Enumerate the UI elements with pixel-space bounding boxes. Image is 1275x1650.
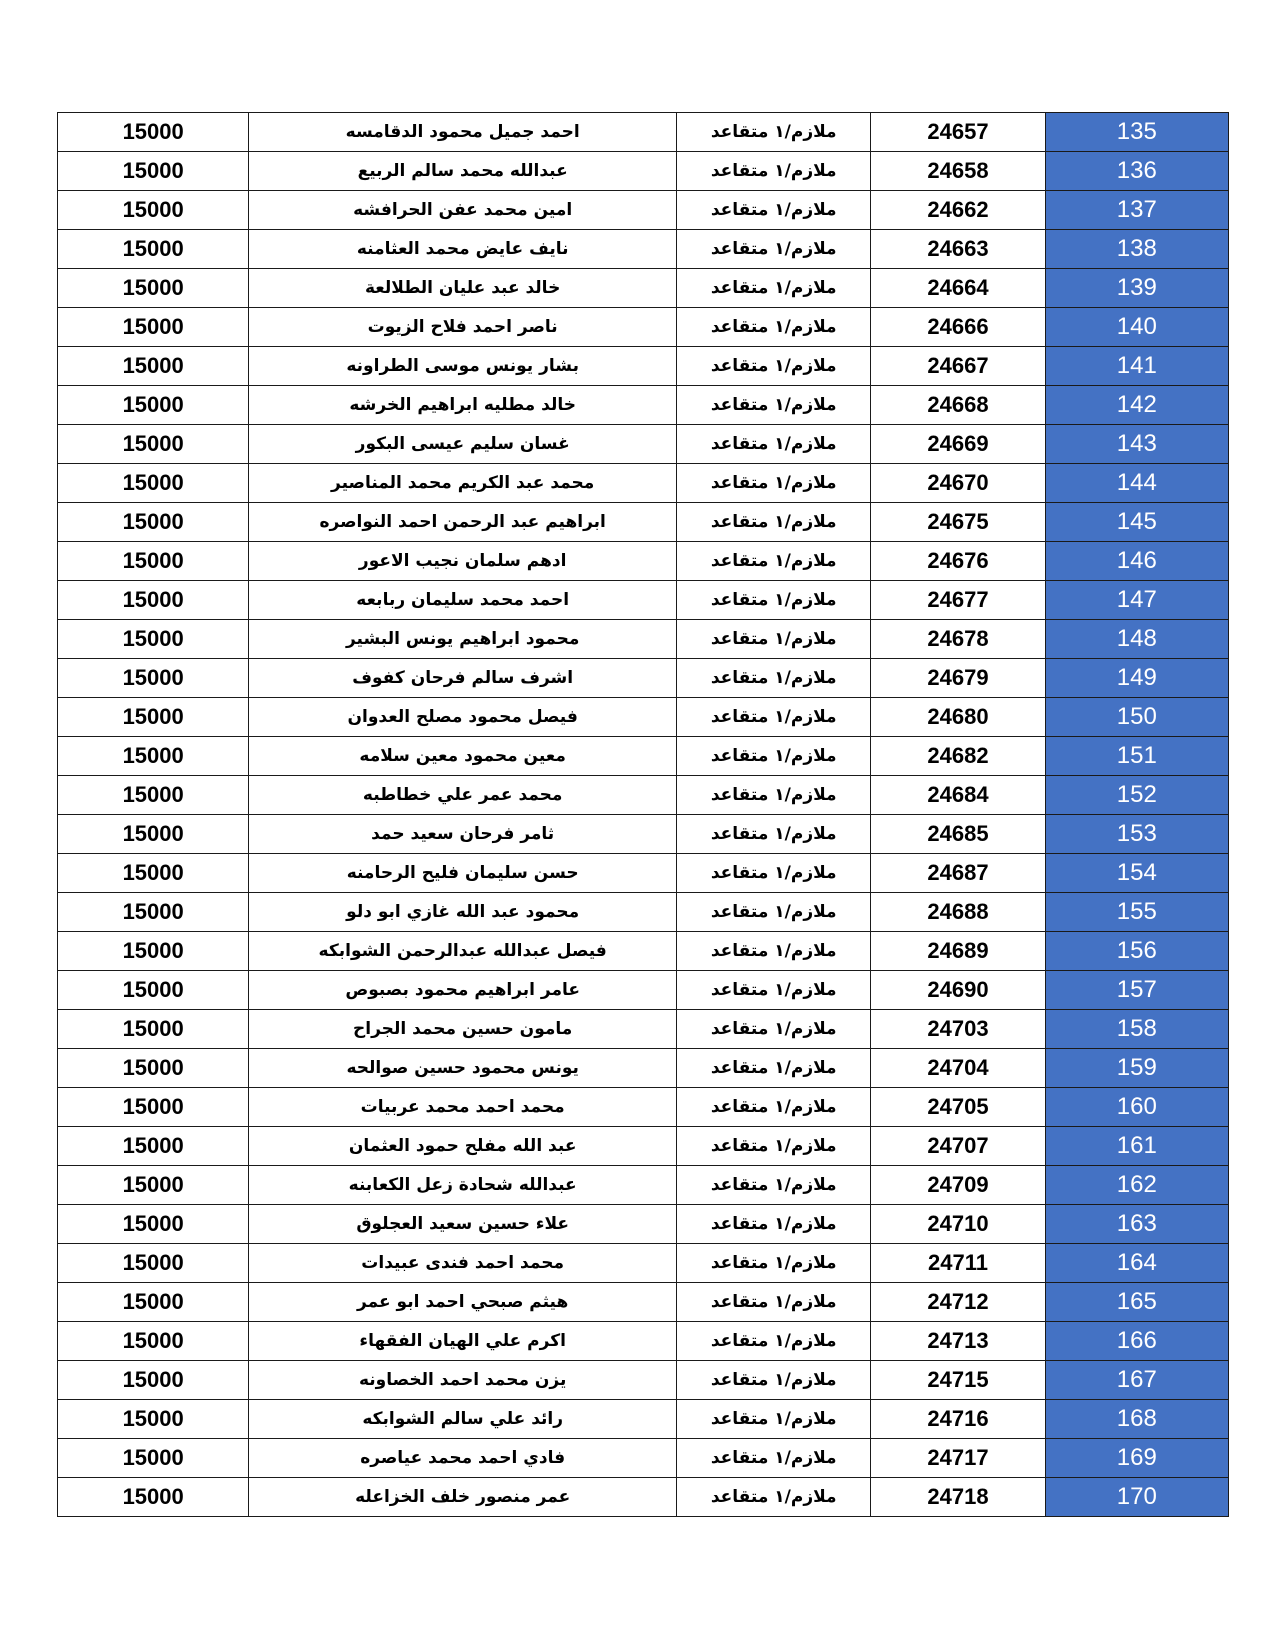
rank-cell: ملازم/١ متقاعد	[677, 1010, 871, 1049]
amount-cell: 15000	[58, 1127, 249, 1166]
name-cell: ادهم سلمان نجيب الاعور	[249, 542, 677, 581]
name-cell: مامون حسين محمد الجراح	[249, 1010, 677, 1049]
amount-cell: 15000	[58, 152, 249, 191]
rank-cell: ملازم/١ متقاعد	[677, 737, 871, 776]
amount-cell: 15000	[58, 347, 249, 386]
amount-cell: 15000	[58, 113, 249, 152]
name-cell: محمد عبد الكريم محمد المناصير	[249, 464, 677, 503]
name-cell: يونس محمود حسين صوالحه	[249, 1049, 677, 1088]
table-row	[58, 659, 1229, 698]
amount-cell: 15000	[58, 620, 249, 659]
table-row	[58, 1205, 1229, 1244]
name-cell: اشرف سالم فرحان كفوف	[249, 659, 677, 698]
name-cell: احمد محمد سليمان ربابعه	[249, 581, 677, 620]
sequence-number-cell: 155	[1045, 893, 1228, 932]
rank-cell: ملازم/١ متقاعد	[677, 1049, 871, 1088]
name-cell: محمد احمد محمد عربيات	[249, 1088, 677, 1127]
sequence-number-cell: 165	[1045, 1283, 1228, 1322]
id-number-cell: 24684	[871, 776, 1045, 815]
sequence-number-cell: 136	[1045, 152, 1228, 191]
table-row	[58, 1400, 1229, 1439]
rank-cell: ملازم/١ متقاعد	[677, 893, 871, 932]
rank-cell: ملازم/١ متقاعد	[677, 1166, 871, 1205]
name-cell: فيصل عبدالله عبدالرحمن الشوابكه	[249, 932, 677, 971]
sequence-number-cell: 149	[1045, 659, 1228, 698]
id-number-cell: 24705	[871, 1088, 1045, 1127]
amount-cell: 15000	[58, 1361, 249, 1400]
name-cell: رائد علي سالم الشوابكه	[249, 1400, 677, 1439]
id-number-cell: 24685	[871, 815, 1045, 854]
table-row	[58, 386, 1229, 425]
sequence-number-cell: 141	[1045, 347, 1228, 386]
table-row	[58, 1244, 1229, 1283]
table-row	[58, 620, 1229, 659]
amount-cell: 15000	[58, 425, 249, 464]
table-row	[58, 1088, 1229, 1127]
amount-cell: 15000	[58, 1478, 249, 1517]
rank-cell: ملازم/١ متقاعد	[677, 308, 871, 347]
rank-cell: ملازم/١ متقاعد	[677, 464, 871, 503]
id-number-cell: 24667	[871, 347, 1045, 386]
sequence-number-cell: 169	[1045, 1439, 1228, 1478]
sequence-number-cell: 144	[1045, 464, 1228, 503]
name-cell: ابراهيم عبد الرحمن احمد النواصره	[249, 503, 677, 542]
amount-cell: 15000	[58, 1049, 249, 1088]
table-row	[58, 737, 1229, 776]
sequence-number-cell: 166	[1045, 1322, 1228, 1361]
rank-cell: ملازم/١ متقاعد	[677, 425, 871, 464]
rank-cell: ملازم/١ متقاعد	[677, 230, 871, 269]
amount-cell: 15000	[58, 230, 249, 269]
sequence-number-cell: 153	[1045, 815, 1228, 854]
name-cell: نايف عايض محمد العثامنه	[249, 230, 677, 269]
amount-cell: 15000	[58, 269, 249, 308]
amount-cell: 15000	[58, 191, 249, 230]
name-cell: بشار يونس موسى الطراونه	[249, 347, 677, 386]
id-number-cell: 24713	[871, 1322, 1045, 1361]
table-row	[58, 308, 1229, 347]
rank-cell: ملازم/١ متقاعد	[677, 542, 871, 581]
amount-cell: 15000	[58, 503, 249, 542]
amount-cell: 15000	[58, 893, 249, 932]
rank-cell: ملازم/١ متقاعد	[677, 347, 871, 386]
table-row	[58, 503, 1229, 542]
rank-cell: ملازم/١ متقاعد	[677, 1439, 871, 1478]
sequence-number-cell: 152	[1045, 776, 1228, 815]
rank-cell: ملازم/١ متقاعد	[677, 932, 871, 971]
amount-cell: 15000	[58, 971, 249, 1010]
id-number-cell: 24666	[871, 308, 1045, 347]
roster-table-body	[58, 113, 1229, 1517]
sequence-number-cell: 170	[1045, 1478, 1228, 1517]
sequence-number-cell: 142	[1045, 386, 1228, 425]
sequence-number-cell: 162	[1045, 1166, 1228, 1205]
id-number-cell: 24676	[871, 542, 1045, 581]
sequence-number-cell: 147	[1045, 581, 1228, 620]
roster-sheet	[57, 112, 1229, 1517]
id-number-cell: 24717	[871, 1439, 1045, 1478]
amount-cell: 15000	[58, 737, 249, 776]
sequence-number-cell: 137	[1045, 191, 1228, 230]
id-number-cell: 24687	[871, 854, 1045, 893]
id-number-cell: 24710	[871, 1205, 1045, 1244]
sequence-number-cell: 143	[1045, 425, 1228, 464]
table-row	[58, 932, 1229, 971]
sequence-number-cell: 161	[1045, 1127, 1228, 1166]
rank-cell: ملازم/١ متقاعد	[677, 854, 871, 893]
amount-cell: 15000	[58, 698, 249, 737]
table-row	[58, 1010, 1229, 1049]
id-number-cell: 24668	[871, 386, 1045, 425]
amount-cell: 15000	[58, 1439, 249, 1478]
name-cell: معين محمود معين سلامه	[249, 737, 677, 776]
name-cell: امين محمد عفن الحرافشه	[249, 191, 677, 230]
roster-table	[57, 112, 1229, 1517]
name-cell: عبد الله مفلح حمود العثمان	[249, 1127, 677, 1166]
amount-cell: 15000	[58, 542, 249, 581]
id-number-cell: 24690	[871, 971, 1045, 1010]
amount-cell: 15000	[58, 464, 249, 503]
amount-cell: 15000	[58, 1205, 249, 1244]
id-number-cell: 24704	[871, 1049, 1045, 1088]
name-cell: محمود عبد الله غازي ابو دلو	[249, 893, 677, 932]
sequence-number-cell: 138	[1045, 230, 1228, 269]
sequence-number-cell: 139	[1045, 269, 1228, 308]
rank-cell: ملازم/١ متقاعد	[677, 1088, 871, 1127]
table-row	[58, 893, 1229, 932]
id-number-cell: 24677	[871, 581, 1045, 620]
rank-cell: ملازم/١ متقاعد	[677, 113, 871, 152]
id-number-cell: 24703	[871, 1010, 1045, 1049]
name-cell: عبدالله شحادة زعل الكعابنه	[249, 1166, 677, 1205]
rank-cell: ملازم/١ متقاعد	[677, 269, 871, 308]
amount-cell: 15000	[58, 581, 249, 620]
sequence-number-cell: 148	[1045, 620, 1228, 659]
table-row	[58, 1127, 1229, 1166]
sequence-number-cell: 157	[1045, 971, 1228, 1010]
id-number-cell: 24662	[871, 191, 1045, 230]
sequence-number-cell: 163	[1045, 1205, 1228, 1244]
sequence-number-cell: 151	[1045, 737, 1228, 776]
name-cell: غسان سليم عيسى البكور	[249, 425, 677, 464]
id-number-cell: 24675	[871, 503, 1045, 542]
rank-cell: ملازم/١ متقاعد	[677, 152, 871, 191]
amount-cell: 15000	[58, 1244, 249, 1283]
amount-cell: 15000	[58, 1322, 249, 1361]
sequence-number-cell: 154	[1045, 854, 1228, 893]
id-number-cell: 24718	[871, 1478, 1045, 1517]
rank-cell: ملازم/١ متقاعد	[677, 191, 871, 230]
name-cell: خالد عبد عليان الطلالعة	[249, 269, 677, 308]
rank-cell: ملازم/١ متقاعد	[677, 1478, 871, 1517]
amount-cell: 15000	[58, 659, 249, 698]
id-number-cell: 24711	[871, 1244, 1045, 1283]
table-row	[58, 542, 1229, 581]
name-cell: علاء حسين سعيد العجلوق	[249, 1205, 677, 1244]
rank-cell: ملازم/١ متقاعد	[677, 815, 871, 854]
rank-cell: ملازم/١ متقاعد	[677, 1283, 871, 1322]
table-row	[58, 113, 1229, 152]
name-cell: ناصر احمد فلاح الزيوت	[249, 308, 677, 347]
rank-cell: ملازم/١ متقاعد	[677, 620, 871, 659]
amount-cell: 15000	[58, 854, 249, 893]
name-cell: عامر ابراهيم محمود بصبوص	[249, 971, 677, 1010]
name-cell: عمر منصور خلف الخزاعله	[249, 1478, 677, 1517]
table-row	[58, 1283, 1229, 1322]
rank-cell: ملازم/١ متقاعد	[677, 386, 871, 425]
id-number-cell: 24689	[871, 932, 1045, 971]
name-cell: محمد احمد فندى عبيدات	[249, 1244, 677, 1283]
amount-cell: 15000	[58, 308, 249, 347]
sequence-number-cell: 135	[1045, 113, 1228, 152]
id-number-cell: 24688	[871, 893, 1045, 932]
sequence-number-cell: 140	[1045, 308, 1228, 347]
sequence-number-cell: 145	[1045, 503, 1228, 542]
name-cell: يزن محمد احمد الخصاونه	[249, 1361, 677, 1400]
table-row	[58, 269, 1229, 308]
sequence-number-cell: 167	[1045, 1361, 1228, 1400]
id-number-cell: 24678	[871, 620, 1045, 659]
rank-cell: ملازم/١ متقاعد	[677, 1127, 871, 1166]
table-row	[58, 230, 1229, 269]
table-row	[58, 1361, 1229, 1400]
id-number-cell: 24712	[871, 1283, 1045, 1322]
name-cell: اكرم علي الهيان الفقهاء	[249, 1322, 677, 1361]
table-row	[58, 1439, 1229, 1478]
name-cell: محمد عمر علي خطاطبه	[249, 776, 677, 815]
id-number-cell: 24663	[871, 230, 1045, 269]
name-cell: خالد مطليه ابراهيم الخرشه	[249, 386, 677, 425]
amount-cell: 15000	[58, 1166, 249, 1205]
table-row	[58, 776, 1229, 815]
table-row	[58, 698, 1229, 737]
table-row	[58, 1478, 1229, 1517]
sequence-number-cell: 159	[1045, 1049, 1228, 1088]
name-cell: احمد جميل محمود الدقامسه	[249, 113, 677, 152]
rank-cell: ملازم/١ متقاعد	[677, 503, 871, 542]
table-row	[58, 815, 1229, 854]
id-number-cell: 24670	[871, 464, 1045, 503]
rank-cell: ملازم/١ متقاعد	[677, 1244, 871, 1283]
name-cell: فيصل محمود مصلح العدوان	[249, 698, 677, 737]
amount-cell: 15000	[58, 1283, 249, 1322]
amount-cell: 15000	[58, 1088, 249, 1127]
sequence-number-cell: 156	[1045, 932, 1228, 971]
table-row	[58, 464, 1229, 503]
rank-cell: ملازم/١ متقاعد	[677, 698, 871, 737]
id-number-cell: 24715	[871, 1361, 1045, 1400]
rank-cell: ملازم/١ متقاعد	[677, 1400, 871, 1439]
amount-cell: 15000	[58, 815, 249, 854]
table-row	[58, 347, 1229, 386]
id-number-cell: 24669	[871, 425, 1045, 464]
rank-cell: ملازم/١ متقاعد	[677, 1361, 871, 1400]
sequence-number-cell: 150	[1045, 698, 1228, 737]
id-number-cell: 24664	[871, 269, 1045, 308]
amount-cell: 15000	[58, 386, 249, 425]
sequence-number-cell: 164	[1045, 1244, 1228, 1283]
rank-cell: ملازم/١ متقاعد	[677, 776, 871, 815]
name-cell: عبدالله محمد سالم الربيع	[249, 152, 677, 191]
id-number-cell: 24682	[871, 737, 1045, 776]
name-cell: محمود ابراهيم يونس البشير	[249, 620, 677, 659]
id-number-cell: 24658	[871, 152, 1045, 191]
rank-cell: ملازم/١ متقاعد	[677, 659, 871, 698]
table-row	[58, 1049, 1229, 1088]
id-number-cell: 24716	[871, 1400, 1045, 1439]
sequence-number-cell: 146	[1045, 542, 1228, 581]
rank-cell: ملازم/١ متقاعد	[677, 971, 871, 1010]
id-number-cell: 24707	[871, 1127, 1045, 1166]
table-row	[58, 425, 1229, 464]
sequence-number-cell: 168	[1045, 1400, 1228, 1439]
table-row	[58, 1322, 1229, 1361]
sequence-number-cell: 160	[1045, 1088, 1228, 1127]
table-row	[58, 581, 1229, 620]
table-row	[58, 971, 1229, 1010]
name-cell: هيثم صبحي احمد ابو عمر	[249, 1283, 677, 1322]
table-row	[58, 854, 1229, 893]
rank-cell: ملازم/١ متقاعد	[677, 1205, 871, 1244]
name-cell: حسن سليمان فليح الرحامنه	[249, 854, 677, 893]
rank-cell: ملازم/١ متقاعد	[677, 581, 871, 620]
table-row	[58, 191, 1229, 230]
amount-cell: 15000	[58, 932, 249, 971]
id-number-cell: 24657	[871, 113, 1045, 152]
amount-cell: 15000	[58, 1010, 249, 1049]
id-number-cell: 24679	[871, 659, 1045, 698]
sequence-number-cell: 158	[1045, 1010, 1228, 1049]
amount-cell: 15000	[58, 776, 249, 815]
table-row	[58, 152, 1229, 191]
id-number-cell: 24709	[871, 1166, 1045, 1205]
name-cell: فادي احمد محمد عياصره	[249, 1439, 677, 1478]
amount-cell: 15000	[58, 1400, 249, 1439]
table-row	[58, 1166, 1229, 1205]
id-number-cell: 24680	[871, 698, 1045, 737]
rank-cell: ملازم/١ متقاعد	[677, 1322, 871, 1361]
name-cell: ثامر فرحان سعيد حمد	[249, 815, 677, 854]
